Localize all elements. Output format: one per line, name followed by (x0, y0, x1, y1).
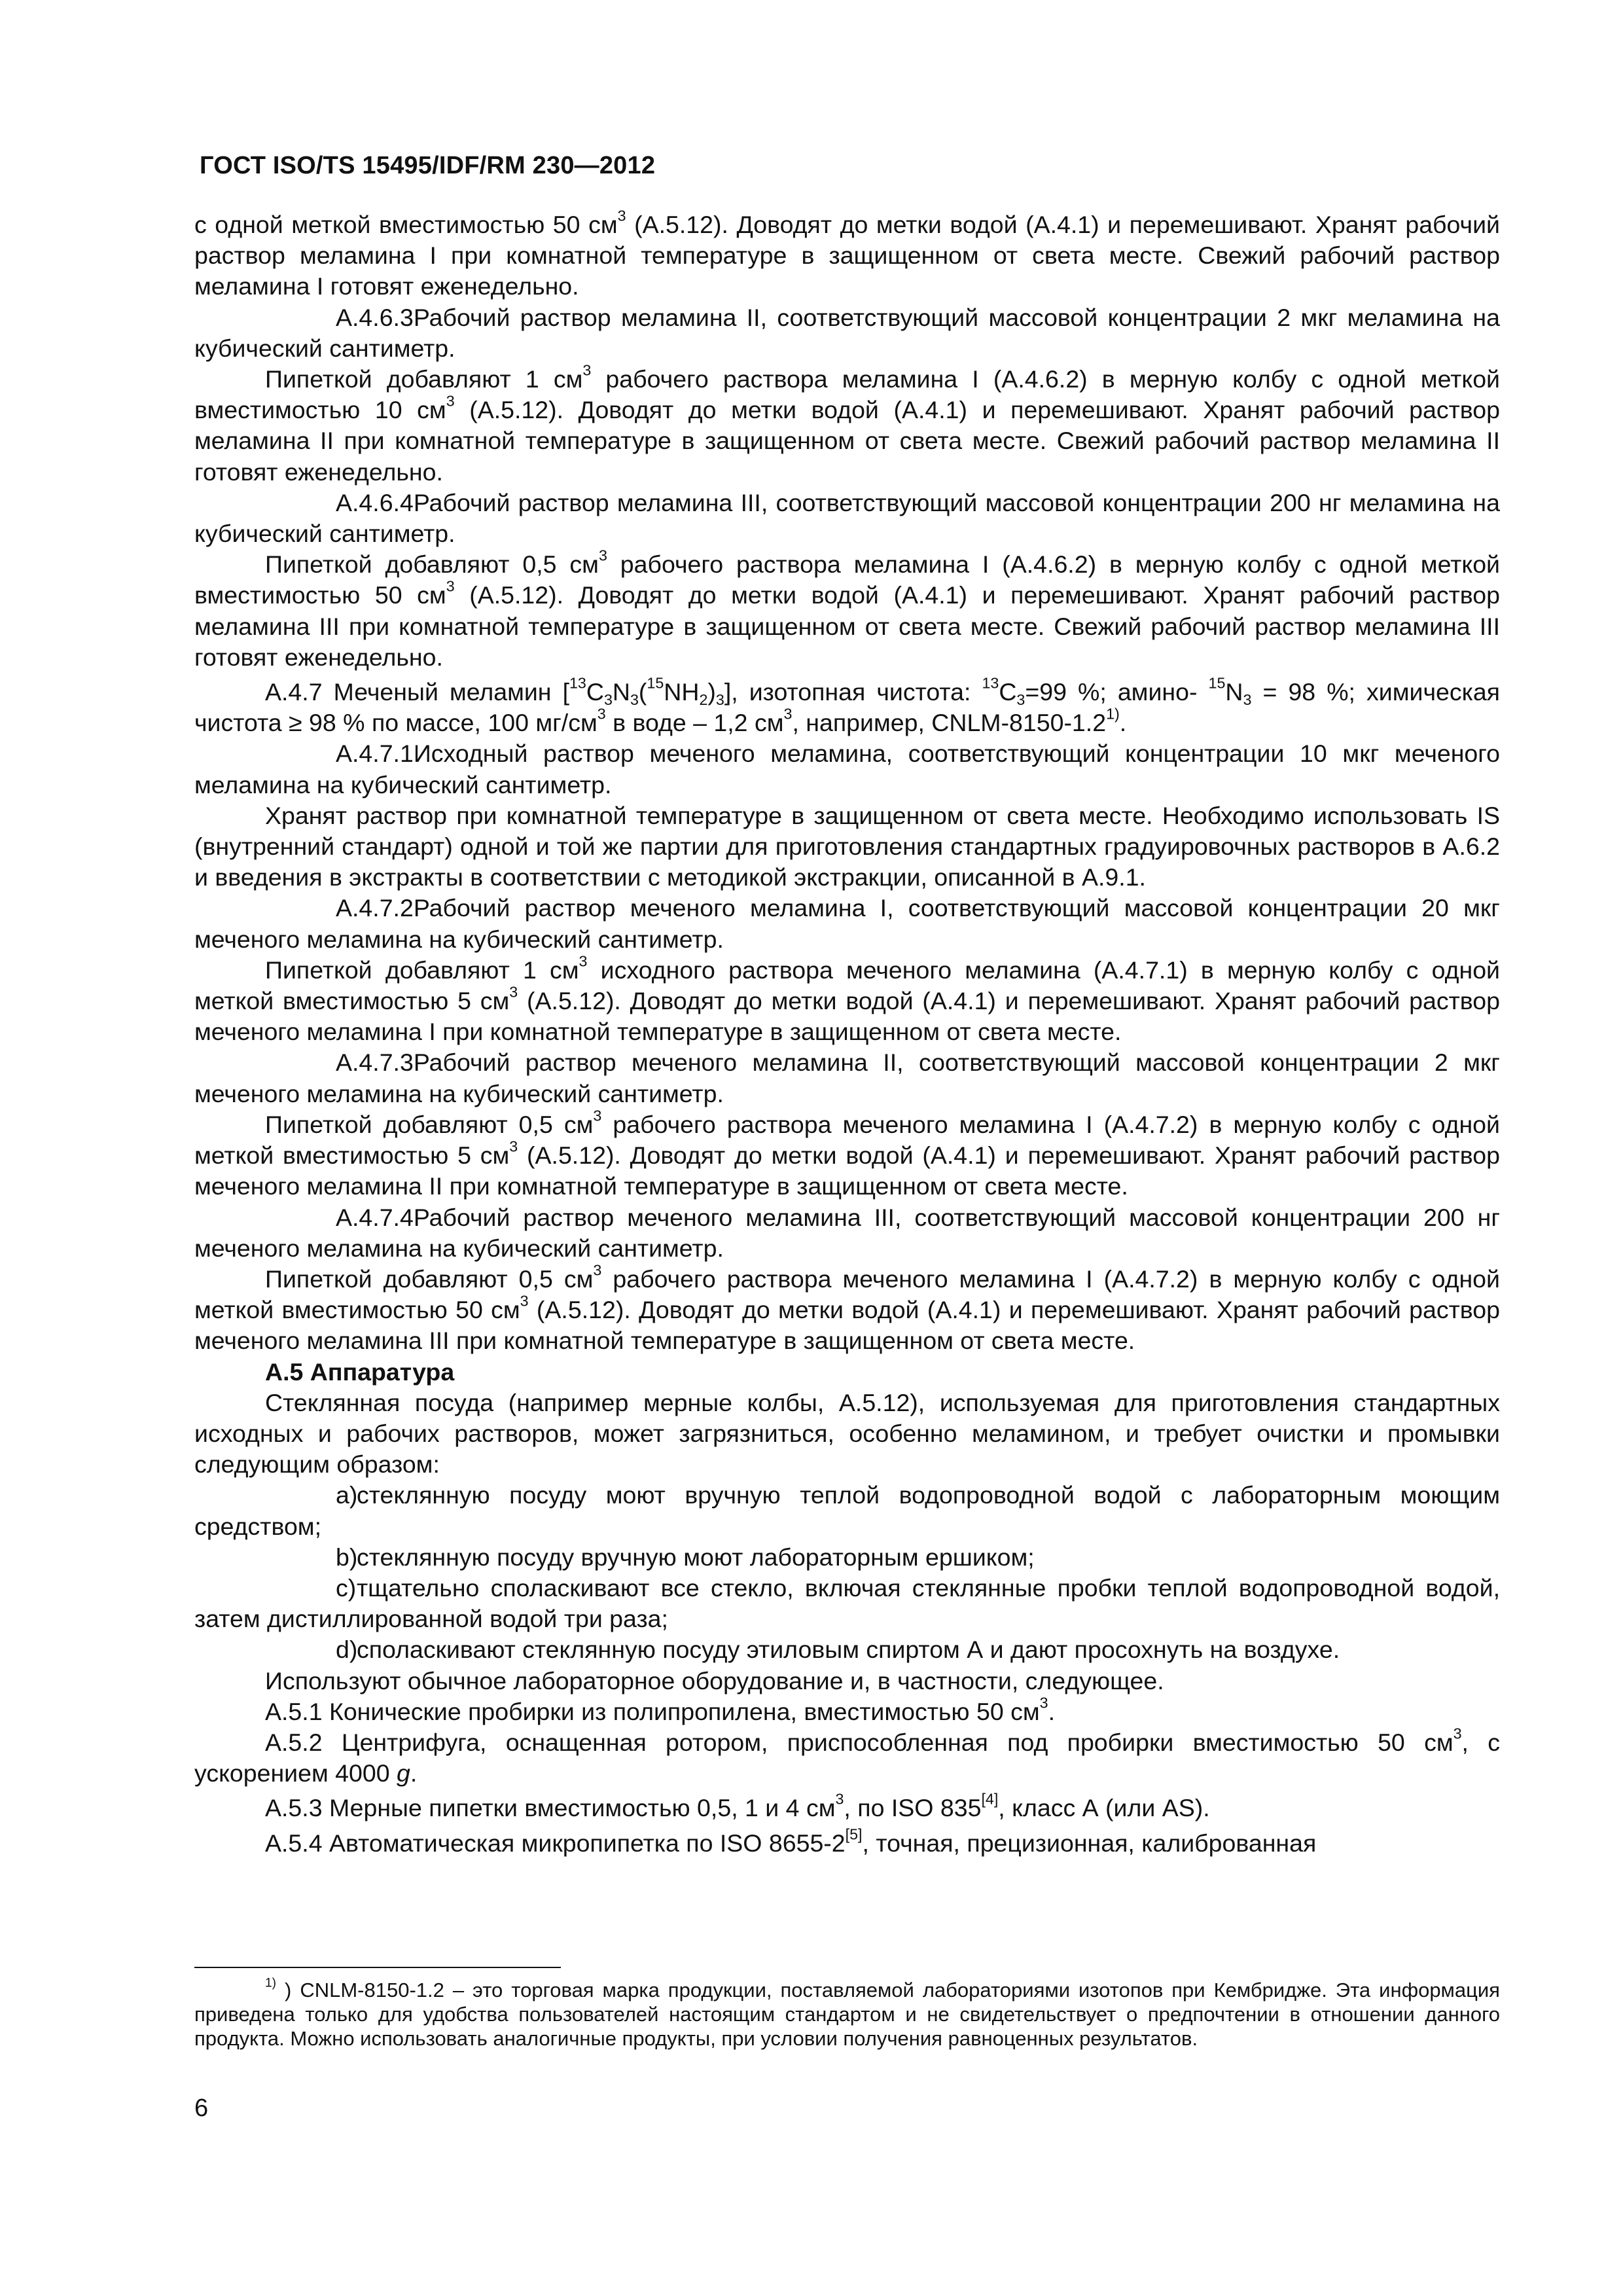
clause-number: А.4.7.1 (336, 740, 414, 768)
footnote-ref: 1) (1106, 705, 1120, 723)
paragraph: Пипеткой добавляют 1 $см^3$ рабочего раствора меламина I (А.4.6.2) в мерную колбу с одной меткой вместимостью 10 $см^3$ (А.5.12). Доводят до метки водой (А.4.1) и перемешивают. Хранят рабочий раствор меламина II при комнатной температуре в защищенном от света месте. Свежий рабочий раствор меламина II готовят еженедельно. (194, 361, 1500, 486)
list-item: c)тщательно споласкивают все стекло, включая стеклянные пробки теплой водопроводной водой, затем дистиллированной водой три раза; (194, 1573, 1500, 1633)
body-text (194, 209, 1500, 1859)
paragraph: Пипеткой добавляют 0,5 $см^3$ рабочего раствора меламина I (А.4.6.2) в мерную колбу с одной меткой вместимостью 50 $см^3$ (А.5.12). Доводят до метки водой (А.4.1) и перемешивают. Хранят рабочий раствор меламина III при комнатной температуре в защищенном от света месте. Свежий рабочий раствор меламина III готовят еженедельно. (194, 547, 1500, 671)
paragraph: с одной меткой вместимостью 50 $см^3$ (А.5.12). Доводят до метки водой (А.4.1) и перемешивают. Хранят рабочий раствор меламина I при комнатной температуре в защищенном от света месте. Свежий рабочий раствор меламина I готовят еженедельно. (194, 207, 1500, 300)
clause-a-4-6-3: А.4.6.3Рабочий раствор меламина II, соответствующий массовой концентрации 2 мкг меламина на кубический сантиметр. (194, 303, 1500, 362)
clause-a-4-7-2: А.4.7.2Рабочий раствор меченого меламина I, соответствующий массовой концентрации 20 мкг меченого меламина на кубический сантиметр. (194, 894, 1500, 953)
clause-a-4-7-1: А.4.7.1Исходный раствор меченого меламина, соответствующий концентрации 10 мкг меченого меламина на кубический сантиметр. (194, 740, 1500, 798)
paragraph: Пипеткой добавляют 0,5 $см^3$ рабочего раствора меченого меламина I (А.4.7.2) в мерную колбу с одной меткой вместимостью 5 $см^3$ (А.5.12). Доводят до метки водой (А.4.1) и перемешивают. Хранят рабочий раствор меченого меламина II при комнатной температуре в защищенном от света месте. (194, 1107, 1500, 1200)
list-marker: b) (336, 1543, 358, 1571)
clause-a-5-1: А.5.1 Конические пробирки из полипропилена, вместимостью 50 $см^3$. (265, 1694, 1055, 1725)
clause-number: А.4.7.3 (336, 1049, 414, 1077)
footnote-text: CNLM-8150-1.2 – это торговая марка продукции, поставляемой лабораториями изотопов при Кембридже. Эта информация приведена только для удобства пользователей настоящим стандартом и не свидетельствует о предпочтении в отношении данного продукта. Можно использовать аналогичные продукты, при условии получения равноценных результатов. (194, 1979, 1500, 2050)
clause-number: А.4.6.4 (336, 488, 414, 516)
list-item: a)стеклянную посуду моют вручную теплой водопроводной водой с лабораторным моющим средством; (194, 1481, 1500, 1540)
paragraph: Стеклянная посуда (например мерные колбы, А.5.12), используемая для приготовления стандартных исходных и рабочих растворов, может загрязниться, особенно меламином, и требует очистки и промывки следующим образом: (194, 1388, 1500, 1479)
clause-a-5-4: А.5.4 Автоматическая микропипетка по ISO 8655-2[5], точная, прецизионная, калиброванная (265, 1825, 1317, 1857)
paragraph: Хранят раствор при комнатной температуре в защищенном от света месте. Необходимо использовать IS (внутренний стандарт) одной и той же партии для приготовления стандартных градуировочных растворов в А.6.2 и введения в экстракты в соответствии с методикой экстракции, описанной в А.9.1. (194, 801, 1500, 891)
list-marker: a) (336, 1481, 358, 1509)
clause-a-4-7: А.4.7 Меченый меламин $[^{13}C_3N_3(^{15}NH_2)_3]$, изотопная чистота: $^{13}C_3=99$ %; амино- $^{15}N_3 = 98$ %; химическая чистота ≥ 98 % по массе, 100 $мг/см^3$ в воде – 1,2 $см^3$, например, CNLM-8150-1.2$^{1)}$. (194, 674, 1500, 737)
page-header: ГОСТ ISO/TS 15495/IDF/RM 230—2012 (200, 152, 656, 179)
page-number: 6 (194, 2094, 209, 2122)
clause-number: А.4.6.3 (336, 303, 414, 331)
paragraph: Используют обычное лабораторное оборудование и, в частности, следующее. (265, 1666, 1164, 1695)
list-item: b)стеклянную посуду вручную моют лабораторным ершиком; (194, 1542, 1500, 1573)
footnote-mark: 1) (265, 1976, 277, 1990)
clause-a-4-7-4: А.4.7.4Рабочий раствор меченого меламина III, соответствующий массовой концентрации 200 нг меченого меламина на кубический сантиметр. (194, 1203, 1500, 1262)
clause-a-5-3: А.5.3 Мерные пипетки вместимостью 0,5, 1 и 4 $см^3$, по ISO 835[4], класс А (или AS). (265, 1790, 1210, 1822)
list-marker: c) (336, 1573, 357, 1602)
paragraph: Пипеткой добавляют 0,5 $см^3$ рабочего раствора меченого меламина I (А.4.7.2) в мерную колбу с одной меткой вместимостью 50 $см^3$ (А.5.12). Доводят до метки водой (А.4.1) и перемешивают. Хранят рабочий раствор меченого меламина III при комнатной температуре в защищенном от света месте. (194, 1261, 1500, 1355)
clause-a-4-7-3: А.4.7.3Рабочий раствор меченого меламина II, соответствующий массовой концентрации 2 мкг меченого меламина на кубический сантиметр. (194, 1049, 1500, 1107)
reference-link: [5] (845, 1825, 863, 1842)
paragraph: Пипеткой добавляют 1 $см^3$ исходного раствора меченого меламина (А.4.7.1) в мерную колбу с одной меткой вместимостью 5 $см^3$ (А.5.12). Доводят до метки водой (А.4.1) и перемешивают. Хранят рабочий раствор меченого меламина I при комнатной температуре в защищенном от света месте. (194, 952, 1501, 1046)
clause-a-4-6-4: А.4.6.4Рабочий раствор меламина III, соответствующий массовой концентрации 200 нг меламина на кубический сантиметр. (194, 488, 1500, 548)
footnote-separator (194, 1967, 561, 1968)
clause-a-5-2: А.5.2 Центрифуга, оснащенная ротором, приспособленная под пробирки вместимостью 50 $см^3$, с ускорением 4000 g. (194, 1725, 1500, 1787)
list-item: d)споласкивают стеклянную посуду этиловым спиртом А и дают просохнуть на воздухе. (194, 1634, 1500, 1665)
list-marker: d) (336, 1636, 358, 1664)
section-heading: А.5 Аппаратура (265, 1357, 455, 1386)
footnote: $^{1)}$ ) CNLM-8150-1.2 – это торговая марка продукции, поставляемой лабораториями изотопов при Кембридже. Эта информация приведена только для удобства пользователей настоящим стандартом и не свидетельствует о предпочтении в отношении данного продукта. Можно использовать аналогичные продукты, при условии получения равноценных результатов. (194, 1976, 1500, 2050)
reference-link: [4] (981, 1790, 999, 1808)
clause-number: А.4.7.2 (336, 894, 414, 922)
clause-number: А.4.7.4 (336, 1203, 414, 1231)
